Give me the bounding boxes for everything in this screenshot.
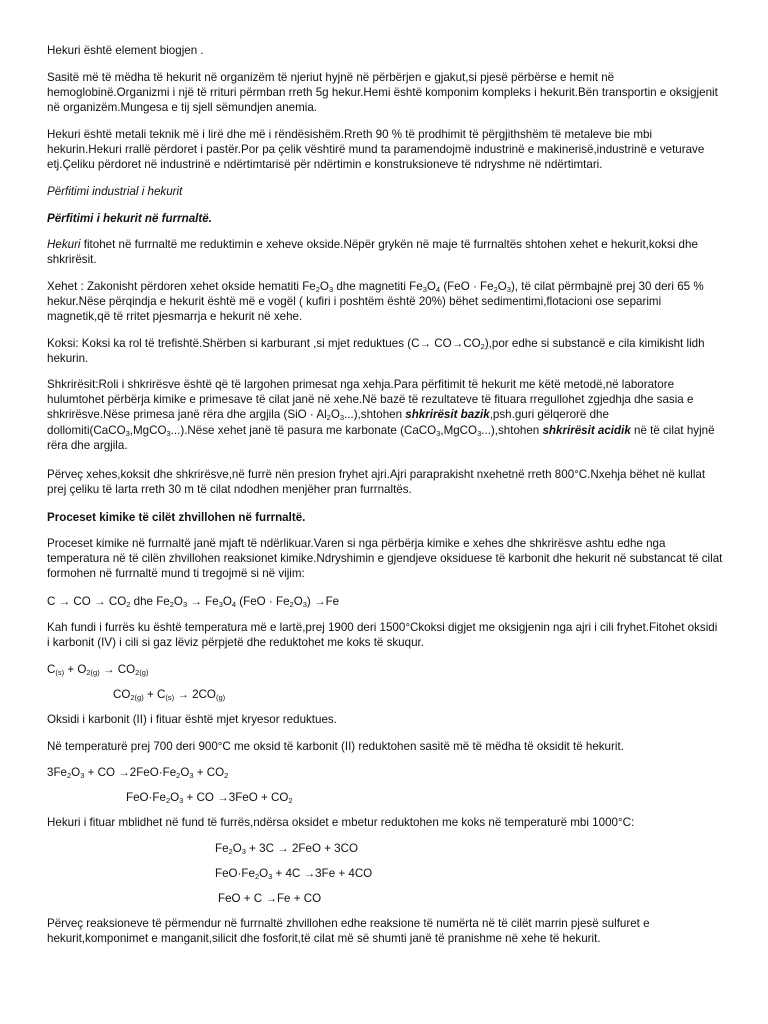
text: + 3C → 2FeO + 3CO (245, 842, 359, 855)
equation-coke-3: FeO + C →Fe + CO (218, 892, 322, 905)
paragraph-collected: Hekuri i fituar mblidhet në fund të furrës,ndërsa oksidet e mbetur reduktohen me koks në temperaturë mbi 1000°C: (47, 816, 635, 829)
subscript: 3 (179, 796, 184, 805)
subscript: 3 (80, 771, 85, 780)
term-hekuri: Hekuri (47, 238, 81, 251)
subscript: 3 (436, 428, 441, 438)
text: (FeO · Fe (236, 595, 290, 608)
text: FeO·Fe (126, 791, 166, 804)
subscript: 3 (166, 428, 171, 438)
text: O (426, 280, 436, 293)
text: ...),shtohen (481, 423, 543, 437)
text: + CO →2FeO·Fe (84, 766, 177, 779)
equation-coke-2 (215, 866, 768, 881)
term-basic-flux: shkrirësit bazik (405, 408, 490, 422)
equation-oxidation-states (47, 594, 723, 609)
text: ) →Fe (306, 595, 340, 608)
text: dhe magnetiti Fe (333, 280, 423, 293)
text: Fe (215, 842, 229, 855)
text: + C (143, 688, 166, 701)
subscript: 2 (228, 847, 233, 856)
text: O (180, 766, 190, 779)
subscript: 2 (289, 600, 294, 609)
paragraph-ores (47, 279, 723, 325)
paragraph-air: Përveç xehes,koksit dhe shkrirësve,në furrë nën presion fryhet ajri.Ajri paraprakisht nxehetnë rreth 800°C.Nxehja bëhet në kullat prej çeliku të larta rreth 30 m të cilat ndodhen menjëher pran furrnaltës. (47, 468, 706, 497)
text: + 4C →3Fe + 4CO (272, 867, 373, 880)
text: C (47, 663, 56, 676)
text: ...).Nëse xehet janë të pasura me karbonate (CaCO (170, 423, 437, 437)
paragraph-bottom: Kah fundi i furrës ku është temperatura më e lartë,prej 1900 deri 1500°Ckoksi digjet me oksigjenin nga ajri i cili fryhet.Fitohet oksidi i karbonit (IV) i cili si gaz lëviz përpjetë dhe reduktohet me koks të skuqur. (47, 621, 718, 650)
subscript: 2 (326, 413, 331, 423)
text: O (71, 766, 81, 779)
subscript: (s) (55, 668, 65, 677)
text: (FeO · Fe (440, 280, 494, 293)
subscript: 2 (315, 285, 320, 294)
text: CO (113, 688, 131, 701)
subscript: 2 (165, 796, 171, 805)
subscript: 3 (241, 847, 246, 856)
subscript: 3 (302, 600, 307, 609)
subscript: 3 (189, 771, 194, 780)
subscript: 2(g) (86, 668, 100, 677)
subscript: 2 (493, 285, 498, 294)
equation-coke-1 (215, 841, 768, 856)
text: O (497, 280, 507, 293)
intro-line: Hekuri është element biogjen . (47, 44, 204, 57)
text: → 2CO (174, 688, 216, 701)
text: O (173, 595, 183, 608)
text: O (319, 280, 329, 293)
paragraph-fluxes (47, 377, 723, 453)
subscript: 2 (480, 342, 485, 351)
heading-industrial: Përfitimi industrial i hekurit (47, 185, 183, 198)
subscript: 2 (169, 600, 174, 609)
subscript: 3 (268, 872, 273, 881)
subscript: 3 (328, 285, 334, 294)
subscript: 2 (126, 600, 131, 609)
text: C → CO → CO (47, 595, 127, 608)
subscript: 4 (231, 600, 237, 609)
text: ), të cilat përmbajnë prej 30 deri 65 % hekur.Nëse përqindja e hekurit është më e vogël ( kufiri i poshtëm është 20%) bëhet sedimentimi,flotacioni ose separimi magnetik,që të rritet pjesmarrja e hekurit në xehe. (47, 280, 704, 324)
text: + CO (193, 766, 225, 779)
paragraph-reductant: Oksidi i karbonit (II) i fituar është mjet kryesor reduktues. (47, 713, 337, 726)
subscript: 3 (182, 600, 188, 609)
text: ...),shtohen (344, 408, 406, 422)
subscript: 2(g) (135, 668, 149, 677)
subscript: 3 (339, 413, 345, 423)
subscript: 3 (506, 285, 511, 294)
paragraph-coke (47, 336, 723, 366)
text: dhe Fe (130, 595, 170, 608)
text: FeO·Fe (215, 867, 255, 880)
paragraph-metal: Hekuri është metali teknik më i lirë dhe më i rëndësishëm.Rreth 90 % të prodhimit të përgjithshëm të metaleve bie mbi hekurin.Hekuri rrallë përdoret i pastër.Por pa çelik vështirë mund ta paramendojmë industrinë e makinerisë,industrinë e veturave etj.Çeliku përdoret në industrinë e ndërtimtarisë për ndërtimin e konstruksioneve të ndryshme në ndërtimtari. (47, 128, 705, 172)
text: Xehet : Zakonisht përdoren xehet okside hematiti Fe (47, 280, 316, 293)
subscript: (g) (215, 693, 226, 702)
paragraph-blood: Sasitë më të mëdha të hekurit në organizëm të njeriut hyjnë në përbërjen e gjakut,si pjesë përbërse e hemit në hemoglobinë.Organizmi i një të rrituri përmban rreth 5g hekur.Hemi është komponim kompleks i hekurit.Bën transportin e oksigjenit në organizëm.Mungesa e tij sjell sëmundjen anemia. (47, 71, 718, 115)
text: O (170, 791, 180, 804)
text: O (259, 867, 269, 880)
subscript: 2 (254, 872, 260, 881)
heading-furnace: Përfitimi i hekurit në furrnaltë. (47, 212, 212, 225)
text: 3Fe (47, 766, 67, 779)
text: O (222, 595, 232, 608)
paragraph-other-reactions: Përveç reaksioneve të përmendur në furrnaltë zhvillohen edhe reaksione të numërta në të cilët marrin pjesë sulfuret e hekurit,komponimet e manganit,silicit dhe fosforit,të cilat më së shumti janë të pranishme në xehe të hekurit. (47, 917, 650, 946)
equation-hematite-reduction (47, 765, 723, 780)
text: O (293, 595, 303, 608)
term-acid-flux: shkrirësit acidik (542, 423, 631, 437)
subscript: 3 (125, 428, 130, 438)
text: Koksi: Koksi ka rol të trefishtë.Shërben si karburant ,si mjet reduktues (C→ CO→CO (47, 337, 481, 350)
text: O (232, 842, 242, 855)
equation-combustion (47, 662, 723, 677)
subscript: (s) (165, 693, 175, 702)
subscript: 2 (176, 771, 181, 780)
subscript: 3 (422, 285, 427, 294)
paragraph-furnace (47, 237, 723, 267)
text: → CO (99, 663, 136, 676)
text: në të cilat hyjnë rëra dhe argjila. (47, 423, 715, 452)
equation-boudouard (113, 687, 768, 702)
paragraph-temperature: Në temperaturë prej 700 deri 900°C me oksid të karbonit (II) reduktohen sasitë më të mëdha të oksidit të hekurit. (47, 740, 624, 753)
text: fitohet në furrnaltë me reduktimin e xeheve okside.Nëpër grykën në maje të furrnaltës shtohen xehet e hekurit,koksi dhe shkrirësit. (47, 238, 698, 267)
heading-processes: Proceset kimike të cilët zhvillohen në furrnaltë. (47, 511, 306, 524)
subscript: 3 (218, 600, 223, 609)
text: ,MgCO (440, 423, 478, 437)
text: Shkrirësit:Roli i shkrirësve është që të largohen primesat nga xehja.Para përfitimit të hekurit me këtë metodë,në laboratore hulumtohet përbërja kimike e primesave të cilat janë në xehe.Në bazë të rezultateve të fituara rregullohet zgjedhja dhe sasia e shkrirësve.Nëse primesa janë rëra dhe argjila (SiO · Al (47, 378, 694, 422)
text: ,psh.guri gëlqerorë dhe dollomiti(CaCO (47, 408, 609, 437)
text: → Fe (187, 595, 219, 608)
text: ,MgCO (129, 423, 167, 437)
equation-magnetite-reduction (126, 790, 768, 805)
text: O (330, 408, 340, 422)
text: + O (64, 663, 87, 676)
subscript: 2 (288, 796, 293, 805)
subscript: 2 (224, 771, 229, 780)
text: ),por edhe si substancë e cila kimikisht lidh hekurin. (47, 337, 705, 366)
subscript: 4 (435, 285, 441, 294)
subscript: 3 (477, 428, 482, 438)
text: + CO →3FeO + CO (183, 791, 289, 804)
subscript: 2(g) (130, 693, 144, 702)
subscript: 2 (66, 771, 72, 780)
paragraph-processes: Proceset kimike në furrnaltë janë mjaft të ndërlikuar.Varen si nga përbërja kimike e xehes dhe shkrirësve ashtu edhe nga temperatura në të cilën zhvillohen reaksionet kimike.Ndryshimin e gjendjeve oksiduese të karbonit dhe hekurit në substancat të cilat formohen në furrnaltë mund ti tregojmë si në vijim: (47, 537, 723, 581)
